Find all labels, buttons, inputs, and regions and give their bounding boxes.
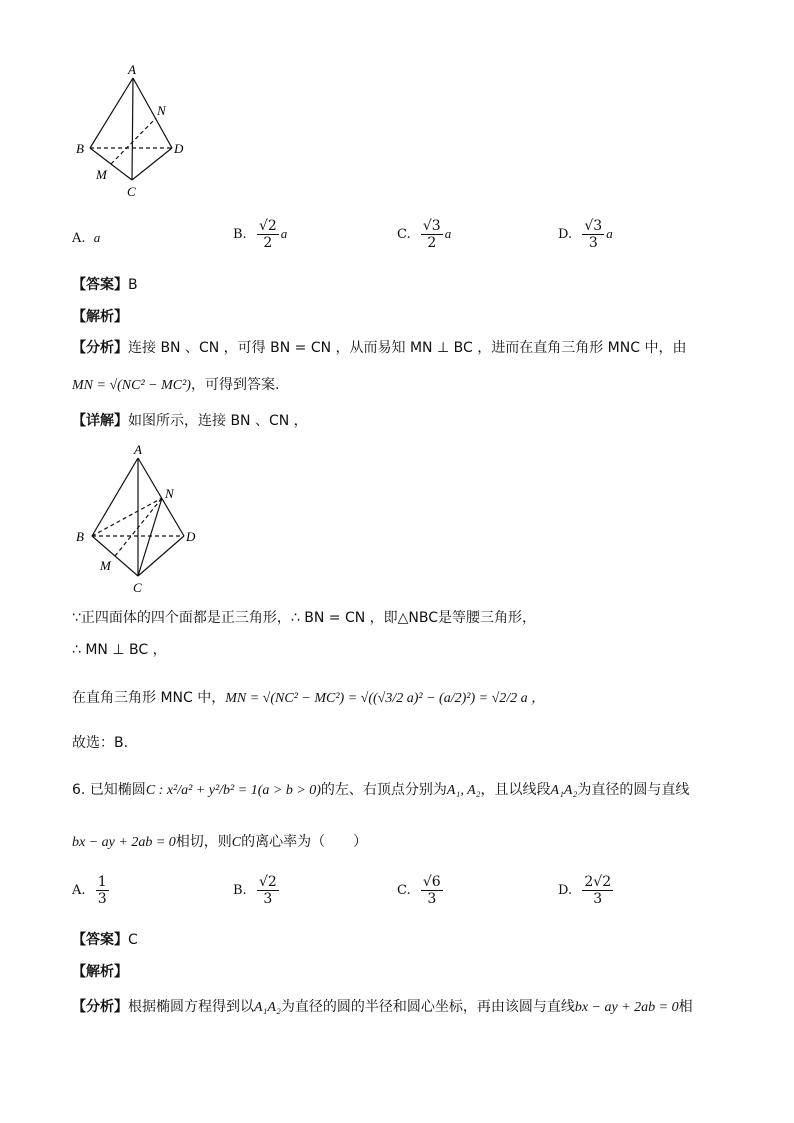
fig1-label-B: B	[76, 141, 84, 156]
fig2-label-B: B	[76, 529, 84, 544]
fig1-label-C: C	[127, 184, 136, 199]
tetrahedron-figure-1	[70, 60, 200, 205]
fenxi-text: 根据椭圆方程得到以	[128, 999, 254, 1015]
q5-step-4: 故选：B.	[72, 735, 129, 751]
fig1-label-A: A	[128, 62, 136, 77]
fraction	[96, 874, 109, 907]
q5-step-2: ∴ MN ⊥ BC ，	[72, 642, 167, 658]
fraction-denominator: 3	[263, 891, 273, 907]
segment: A₁A₂	[254, 1000, 281, 1015]
line-equation: bx − ay + 2ab = 0	[574, 1000, 679, 1015]
q6-option-d	[558, 874, 615, 907]
fraction-numerator: √3	[584, 218, 603, 234]
answer-label: 【答案】	[72, 932, 128, 948]
fraction	[582, 218, 604, 251]
option-letter: A.	[72, 231, 86, 246]
q5-analysis-label: 【解析】	[72, 309, 128, 325]
q5-fenxi-line2	[72, 375, 279, 396]
q6-option-a	[72, 874, 111, 907]
fig2-label-A: A	[134, 442, 142, 457]
vertices: A₁, A₂	[446, 783, 481, 798]
q5-answer	[72, 275, 138, 295]
fig2-label-M: M	[100, 558, 111, 573]
fraction	[421, 218, 443, 251]
q5-option-c	[397, 218, 451, 251]
segment: A₁A₂	[550, 783, 578, 798]
fraction-denominator: 3	[427, 891, 437, 907]
fig1-label-M: M	[96, 167, 107, 182]
q6-analysis-label: 【解析】	[72, 964, 128, 980]
fraction	[257, 218, 279, 251]
q6-option-c	[397, 874, 445, 907]
fraction-numerator: √2	[258, 874, 277, 890]
fenxi-label: 【分析】	[72, 999, 128, 1015]
stem-text: 的左、右顶点分别为	[320, 782, 447, 798]
step-formula: MN = √(NC² − MC²) = √((√3/2 a)² − (a/2)²) = √2/2 a ，	[225, 691, 546, 706]
option-var: a	[280, 226, 288, 241]
fig1-label-D: D	[174, 141, 184, 156]
option-letter: C.	[397, 227, 411, 242]
q5-step-3	[72, 688, 545, 709]
option-letter: D.	[558, 227, 573, 242]
fraction-numerator: 2√2	[584, 874, 612, 890]
ellipse-equation: C : x²/a² + y²/b² = 1(a > b > 0)	[145, 783, 321, 798]
xiangjie-label: 【详解】	[72, 413, 128, 429]
option-letter: A.	[72, 883, 86, 898]
q5-step-1: ∵正四面体的四个面都是正三角形，∴ BN = CN ，即△NBC是等腰三角形，	[72, 610, 537, 626]
fraction-denominator: 3	[593, 891, 603, 907]
q6-fenxi	[72, 997, 693, 1018]
fig2-label-C: C	[133, 580, 142, 595]
fenxi-text: 为直径的圆的半径和圆心坐标，再由该圆与直线	[280, 999, 575, 1015]
stem-text: 相切，则	[175, 834, 232, 850]
stem-text: ，且以线段	[480, 782, 551, 798]
answer-label: 【答案】	[72, 277, 128, 293]
fraction-numerator: √2	[258, 218, 277, 234]
fraction-numerator: √6	[422, 874, 441, 890]
fraction-denominator: 2	[427, 235, 437, 251]
stem-text: 的离心率为（ ）	[241, 834, 368, 850]
fraction-denominator: 3	[97, 891, 107, 907]
option-var: a	[606, 226, 613, 241]
answer-value: C	[128, 932, 138, 948]
tetrahedron-figure-2	[72, 440, 212, 600]
fraction	[421, 874, 443, 907]
option-value: a	[93, 230, 101, 245]
fraction-denominator: 2	[263, 235, 273, 251]
q5-xiangjie	[72, 411, 308, 431]
option-letter: C.	[397, 883, 411, 898]
fig1-label-N: N	[157, 103, 166, 118]
option-letter: D.	[558, 883, 573, 898]
fenxi-text: 连接 BN 、CN ，可得 BN = CN ，从而易知 MN ⊥ BC ，进而在直角三角形 MNC 中，由	[128, 340, 687, 356]
q5-fenxi-line1	[72, 338, 686, 358]
q6-option-b	[233, 874, 281, 907]
q5-option-b	[233, 218, 287, 251]
q6-stem-line1	[72, 780, 689, 801]
xiangjie-text: 如图所示，连接 BN 、CN ，	[128, 413, 308, 429]
option-letter: B.	[233, 227, 247, 242]
fraction-numerator: 1	[97, 874, 107, 890]
fraction	[582, 874, 613, 907]
var-c: C	[231, 835, 242, 850]
stem-text: 已知椭圆	[89, 782, 146, 798]
fraction-numerator: √3	[422, 218, 441, 234]
q5-option-a	[72, 228, 100, 249]
line-equation: bx − ay + 2ab = 0	[72, 835, 176, 850]
answer-value: B	[128, 277, 138, 293]
fenxi-text: 相	[678, 999, 693, 1015]
q6-answer	[72, 930, 138, 950]
fenxi-formula: MN = √(NC² − MC²)	[72, 378, 191, 393]
fenxi-label: 【分析】	[72, 340, 128, 356]
fig2-label-D: D	[186, 529, 196, 544]
option-var: a	[444, 226, 452, 241]
fenxi-text-end: ，可得到答案.	[190, 377, 280, 393]
step-prefix: 在直角三角形 MNC 中，	[72, 690, 226, 706]
fig2-label-N: N	[165, 486, 174, 501]
question-number: 6.	[72, 782, 86, 798]
q5-option-d	[558, 218, 613, 251]
q6-stem-line2	[72, 832, 367, 853]
fraction-denominator: 3	[588, 235, 598, 251]
fraction	[257, 874, 279, 907]
stem-text: 为直径的圆与直线	[577, 782, 690, 798]
option-letter: B.	[233, 883, 247, 898]
